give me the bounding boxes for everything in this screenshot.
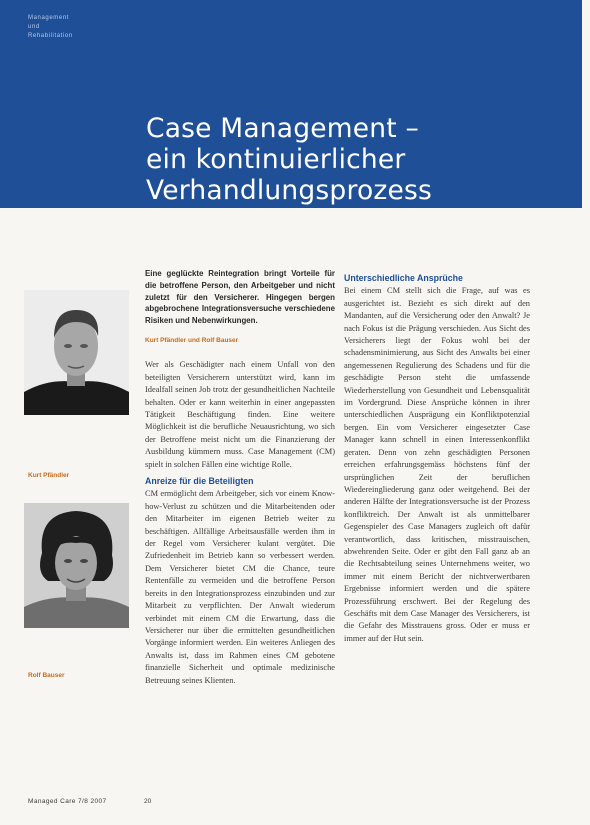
section-text-2: Bei einem CM stellt sich die Frage, auf was es ausgerichtet ist. Bezieht es sich direkt auf den Mandanten, auf die Versicherung oder den Anwalt? Je nach Fokus ist die Prägung verschieden. Aus Sicht des Versicherers liegt der Fokus wohl bei der schadensminimierung, aus Sicht des Anwalts bei einer angemessenen Regulierung des Schadens und für die geschädigte Person steht die umfassende Wiederherstellung von Gesundheit und Lebensqualität im Vordergrund. Diese Ansprüche können in ihrer unterschiedlichen Ausprägung ein Konfliktpotenzial bergen. Ein vom Versicherer eingesetzter Case Manager kann schnell in einen Interessenkonflikt geraten. Denn von zehn geschädigten Personen erreichen erfahrungsgemäss höchstens fünf der ursprünglichen Zeit der beruflichen Wiedereingliederung ganz oder weitgehend. Bei der anderen Hälfte der Integrationsversuche ist der Prozess konfliktreich. Der Anwalt ist als unmittelbarer Gegenspieler des Case Managers zugleich oft dafür verantwortlich, dass kritischen, misstrauischen, abwehrenden Seite. Oder er gibt den Fall ganz ab an die Rechtsabteilung seines Unternehmens weiter, wo immer mit einem Bericht der nichtverwertbaren Ergebnisse informiert werden und die spätere Prozessführung erschwert. Bei der Regelung des Geschäfts mit dem Case Manager des Versicherers, ist die Gefahr des Misstrauens gross. Oder er muss er immer auf der Hut sein.	[344, 286, 530, 643]
title-line: Verhandlungsprozess	[146, 175, 433, 206]
rubric-line: Rehabilitation	[28, 33, 73, 39]
article-title	[146, 113, 432, 206]
rubric-line: und	[28, 24, 40, 30]
article-lead: Eine geglückte Reintegration bringt Vorteile für die betroffene Person, den Arbeitgeber und nicht zuletzt für den Versicherer. Hingegen bergen abgebrochene Integrationsversuche verschiedene Risiken und Nebenwirkungen.	[145, 269, 335, 326]
section-heading-1: Anreize für die Beteiligten	[145, 476, 254, 487]
rubric-line: Management	[28, 15, 70, 21]
rubric	[28, 14, 73, 41]
title-line: Case Management –	[146, 113, 419, 144]
article-byline: Kurt Pfändler und Rolf Bauser	[145, 336, 239, 344]
photo-caption-1: Kurt Pfändler	[28, 472, 70, 479]
section-heading-2: Unterschiedliche Ansprüche	[344, 273, 463, 283]
article-column-2	[344, 268, 530, 645]
section-text-1: CM ermöglicht dem Arbeitgeber, sich vor einem Know-how-Verlust zu schützen und die Mitarbeitenden oder den Mitarbeiter im eigenen Betrieb weiter zu beschäftigen. Allfällige Arbeitsausfälle werden ihm in der Regel vom Versicherer kulant vergütet. Die Zufriedenheit im Betrieb kann so verbessert werden. Dem Versicherer bietet CM die Chance, teure Rentenfälle zu vermeiden und die betroffene Person bereits in den Integrationsprozess einzubinden und zur Mitarbeit zu verpflichten. Der Anwalt wiederum verbindet mit einem CM die Erwartung, dass die Versicherer nur über die ermittelten gesundheitlichen Vorgänge informiert werden. Ein weiteres Anliegen des Anwalts ist, dass im Rahmen eines CM gebotene finanzielle Sicherheit und optimale medizinische Betreuung seines Klienten.	[145, 489, 335, 685]
portrait-photo-1	[24, 290, 129, 415]
portrait-photo-2	[24, 503, 129, 628]
journal-footer: Managed Care 7/8 2007	[28, 798, 107, 805]
portrait-photo-icon	[24, 290, 129, 415]
title-banner	[0, 0, 582, 208]
article-intro: Wer als Geschädigter nach einem Unfall von den beteiligten Versicherern unterstützt wird, kann im Idealfall seinen Job trotz der gesundheitlichen Nachteile behalten. Oder er kann weiterhin in einer angepassten Tätigkeit Beschäftigung finden. Eine weitere Möglichkeit ist die berufliche Neuausrichtung, wo sich der Betroffene meist nicht um die Finanzierung der Ausbildung kümmern muss. Case Management (CM) spielt in solchen Fällen eine wichtige Rolle.	[145, 360, 335, 469]
title-line: ein kontinuierlicher	[146, 144, 406, 175]
article-column-1	[145, 268, 335, 687]
photo-caption-2: Rolf Bauser	[28, 672, 65, 679]
page-number: 20	[144, 798, 152, 805]
portrait-photo-icon	[24, 503, 129, 628]
